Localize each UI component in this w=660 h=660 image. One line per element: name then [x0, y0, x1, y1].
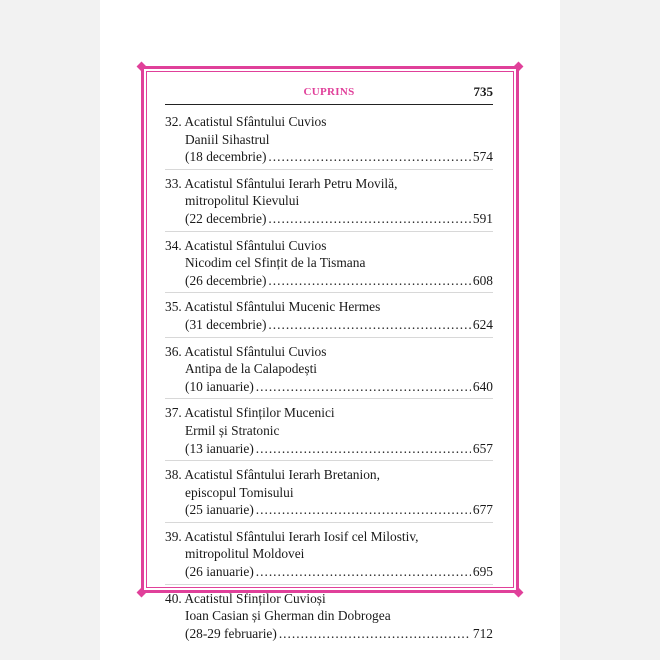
dot-leader [268, 316, 470, 334]
entry-title-line1: Acatistul Sfântului Cuvios [184, 237, 327, 253]
entry-date: (31 decembrie) [185, 316, 267, 332]
entry-title-line2: Nicodim cel Sfințit de la Tismana [185, 255, 366, 271]
toc-entry[interactable] [165, 399, 493, 461]
entry-title-line2: Daniil Sihastrul [185, 131, 270, 147]
entry-date: (26 ianuarie) [185, 564, 254, 580]
entry-page: 608 [472, 272, 493, 288]
dot-leader [268, 210, 470, 228]
entry-title-line1: Acatistul Sfinților Mucenici [184, 405, 335, 421]
entry-title-line1: Acatistul Sfântului Ierarh Petru Movilă, [184, 175, 398, 191]
entry-page: 624 [472, 316, 493, 332]
running-header [165, 84, 493, 105]
toc-entry[interactable] [165, 461, 493, 523]
entry-date: (13 ianuarie) [185, 440, 254, 456]
entry-title-line2: Ermil și Stratonic [185, 422, 280, 438]
entry-number: 39. [165, 528, 182, 544]
entry-date: (28-29 februarie) [185, 625, 277, 641]
entry-title-line2: Ioan Casian și Gherman din Dobrogea [185, 608, 391, 624]
toc-entry[interactable] [165, 232, 493, 294]
dot-leader [256, 501, 471, 519]
entry-page: 657 [472, 440, 493, 456]
entry-number: 32. [165, 114, 182, 129]
entry-title-line1: Acatistul Sfântului Ierarh Iosif cel Milostiv, [184, 528, 419, 544]
entry-number: 38. [165, 467, 182, 483]
section-title: CUPRINS [303, 86, 355, 98]
entry-number: 36. [165, 343, 182, 359]
entry-title-line1: Acatistul Sfântului Cuvios [184, 114, 327, 129]
entry-page: 695 [472, 564, 493, 580]
entry-page: 640 [472, 378, 493, 394]
entry-title-line2: mitropolitul Moldovei [185, 546, 305, 562]
entry-title-line1: Acatistul Sfinților Cuvioși [184, 590, 326, 606]
entry-page: 712 [472, 625, 493, 641]
entry-date: (26 decembrie) [185, 272, 267, 288]
toc-entry[interactable] [165, 338, 493, 400]
toc-entry[interactable] [165, 523, 493, 585]
toc-entry[interactable] [165, 293, 493, 337]
entry-number: 37. [165, 405, 182, 421]
entry-page: 574 [472, 149, 493, 165]
dot-leader [279, 625, 471, 643]
entry-title-line1: Acatistul Sfântului Mucenic Hermes [184, 299, 381, 315]
entry-date: (10 ianuarie) [185, 378, 254, 394]
toc-entry[interactable] [165, 111, 493, 170]
page-number: 735 [473, 84, 493, 99]
dot-leader [256, 440, 471, 458]
entry-date: (25 ianuarie) [185, 502, 254, 518]
entry-page: 677 [472, 502, 493, 518]
entry-title-line2: Antipa de la Calapodești [185, 361, 318, 377]
dot-leader [256, 378, 471, 396]
entry-number: 34. [165, 237, 182, 253]
entry-title-line2: episcopul Tomisului [185, 484, 294, 500]
toc-entry[interactable] [165, 585, 493, 646]
entry-title-line2: mitropolitul Kievului [185, 193, 300, 209]
entry-title-line1: Acatistul Sfântului Ierarh Bretanion, [184, 467, 380, 483]
entry-title-line1: Acatistul Sfântului Cuvios [184, 343, 327, 359]
entry-number: 40. [165, 590, 182, 606]
entry-page: 591 [472, 210, 493, 226]
entry-date: (22 decembrie) [185, 210, 267, 226]
entry-number: 35. [165, 299, 182, 315]
entry-date: (18 decembrie) [185, 149, 267, 165]
dot-leader [268, 272, 470, 290]
toc-entry[interactable] [165, 170, 493, 232]
dot-leader [268, 148, 470, 166]
entry-number: 33. [165, 175, 182, 191]
dot-leader [256, 563, 471, 581]
table-of-contents [165, 111, 493, 645]
